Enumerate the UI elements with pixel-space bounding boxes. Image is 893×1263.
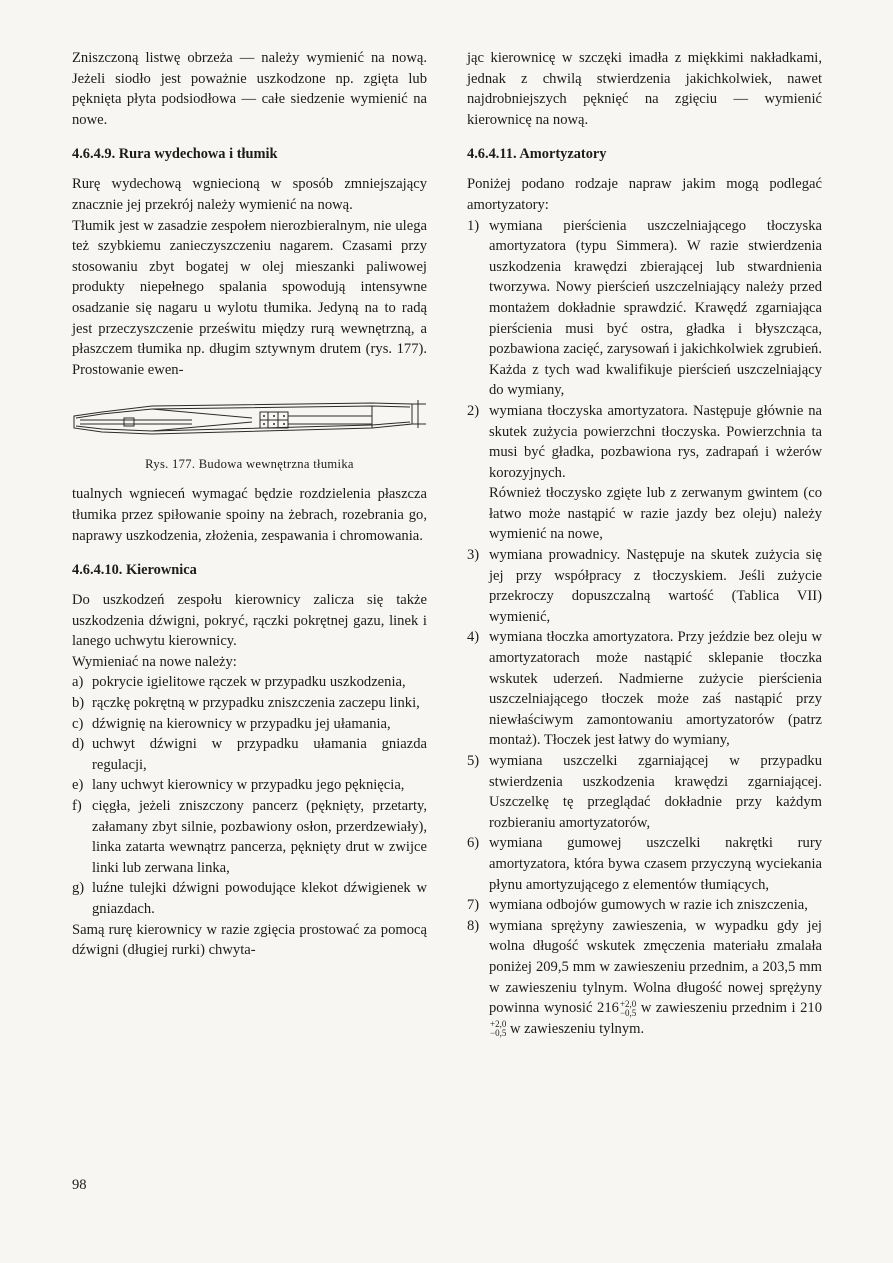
paragraph: Poniżej podano rodzaje napraw jakim mogą podlegać amortyzatory: [467, 176, 822, 213]
list-item: 2) wymiana tłoczyska amortyzatora. Następuje głównie na skutek zużycia powierzchni tłoczyska. Powierzchnia ta musi być gładka, pozbawiona rys, zadrapań i wżerów korozyjnych. [467, 402, 822, 481]
list-item: e) lany uchwyt kierownicy w przypadku jego pęknięcia, [72, 777, 405, 794]
list-item: 6) wymiana gumowej uszczelki nakrętki rury amortyzatora, która bywa czasem przyczyną wyciekania płynu amortyzującego z elementów tłumiących, [467, 835, 822, 893]
left-column [72, 48, 427, 961]
list-item: 7) wymiana odbojów gumowych w razie ich zniszczenia, [467, 897, 808, 914]
right-column [467, 48, 822, 1039]
section-heading-shock-absorbers: 4.6.4.11. Amortyzatory [467, 146, 607, 163]
paragraph: Zniszczoną listwę obrzeża — należy wymienić na nową. Jeżeli siodło jest poważnie uszkodzone np. zgięta lub pęknięta płyta podsiodłowa — całe siedzenie wymienić na nowe. [72, 50, 427, 128]
list-item: 1) wymiana pierścienia uszczelniającego tłoczyska amortyzatora (typu Simmera). W razie stwierdzenia uszkodzenia krawędzi zbierającej lub stwardnienia tworzywa. Nowy pierścień uszczelniający należy przed montażem dokładnie sprawdzić. Krawędź zgarniająca pierścienia musi być ostra, gładka i błyszcząca, pozbawiona zacięć, zarysowań i jakichkolwiek zgrubień. Każda z tych wad kwalifikuje pierścień uszczelniający do wymiany, [467, 217, 822, 399]
tolerance-rear: +2,0 −0,5 [490, 1019, 507, 1039]
list-item: g) luźne tulejki dźwigni powodujące klekot dźwigienek w gniazdach. [72, 880, 427, 917]
paragraph: Wymieniać na nowe należy: [72, 653, 237, 670]
paragraph: Tłumik jest w zasadzie zespołem nierozbieralnym, nie ulega też szybkiemu zanieczyszczeniu nagarem. Czasami przy stosowaniu zbyt bogatej w olej mieszanki paliwowej produkty niepełnego spalania spowodują intensywne osadzanie się nagaru u wylotu tłumika. Jedyną na to radą jest przeczyszczenie prześwitu między rurą wewnętrzną, a płaszczem tłumika np. długim sztywnym drutem (rys. 177). Prostowanie ewen- [72, 217, 427, 378]
figure-muffler [72, 394, 427, 472]
shock-absorber-repairs-list [467, 216, 822, 1040]
list-item: d) uchwyt dźwigni w przypadku ułamania gniazda regulacji, [72, 736, 427, 773]
list-item: Również tłoczysko zgięte lub z zerwanym gwintem (co łatwo może nastąpić w razie jazdy bez oleju) należy wymienić na nowe, [489, 485, 822, 543]
list-item: b) rączkę pokrętną w przypadku zniszczenia zaczepu linki, [72, 695, 420, 712]
spring-length-front: 216 [597, 1000, 619, 1017]
list-item: f) cięgła, jeżeli zniszczony pancerz (pęknięty, przetarty, załamany zbyt silnie, pozbawiony osłon, przerdzewiały), linka zatarta wewnątrz pancerza, pęknięty drut w zwijce linki lub zerwana linka, [72, 798, 427, 876]
paragraph: jąc kierownicę w szczęki imadła z miękkimi nakładkami, jednak z chwilą stwierdzenia jakichkolwiek, nawet najdrobniejszych pęknięć na zgięciu — wymienić kierownicę na nową. [467, 50, 822, 128]
list-item: c) dźwignię na kierownicy w przypadku jej ułamania, [72, 715, 391, 732]
page-number: 98 [72, 1177, 87, 1193]
tolerance-front: +2,0 −0,5 [619, 998, 637, 1018]
list-item: 8) wymiana sprężyny zawieszenia, w wypadku gdy jej wolna długość wskutek zmęczenia materiału zmalała poniżej 209,5 mm w zawieszeniu przednim, a 203,5 mm w zawieszeniu tylnym. Wolna długość nowej sprężyny powinna wynosić 216+2,0 −0,5 w zawieszeniu przednim i 210+2,0 −0,5 w zawieszeniu tylnym. [467, 917, 822, 1039]
list-item: a) pokrycie igielitowe rączek w przypadku uszkodzenia, [72, 674, 406, 691]
muffler-drawing [72, 394, 427, 450]
section-heading-handlebar: 4.6.4.10. Kierownica [72, 562, 197, 579]
spring-length-rear: 210 [800, 1000, 822, 1017]
paragraph: Samą rurę kierownicy w razie zgięcia prostować za pomocą dźwigni (długiej rurki) chwyta- [72, 921, 427, 959]
figure-caption: Rys. 177. Budowa wewnętrzna tłumika [145, 457, 354, 472]
list-item: 4) wymiana tłoczka amortyzatora. Przy jeździe bez oleju w amortyzatorach może nastąpić sklepanie tłoczka wskutek uderzeń. Nadmierne zużycie pierścienia uszczelniającego tłoczek może zaś nastąpić przy niewłaściwym zamontowaniu amortyzatorów (patrz montaż). Tłoczek jest łatwy do wymiany, [467, 629, 822, 749]
section-heading-exhaust: 4.6.4.9. Rura wydechowa i tłumik [72, 146, 278, 163]
paragraph: tualnych wgnieceń wymagać będzie rozdzielenia płaszcza tłumika przez spiłowanie spoiny na żebrach, rozebrania go, naprawy uszkodzenia, złożenia, zespawania i chromowania. [72, 486, 427, 544]
paragraph: Rurę wydechową wgniecioną w sposób zmniejszający znacznie jej przekrój należy wymienić na nową. [72, 176, 427, 213]
list-item: 3) wymiana prowadnicy. Następuje na skutek zużycia się jej przy współpracy z tłoczyskiem. Jeśli zużycie przekroczy dopuszczalną wartość (Tablica VII) wymienić, [467, 547, 822, 625]
handlebar-parts-list [72, 672, 427, 919]
list-item: 5) wymiana uszczelki zgarniającej w przypadku stwierdzenia uszkodzenia krawędzi zgarniającej. Uszczelkę tę przeglądać dokładnie przy każdym rozbieraniu amortyzatorów, [467, 753, 822, 831]
paragraph: Do uszkodzeń zespołu kierownicy zalicza się także uszkodzenia dźwigni, pokryć, rączki pokrętnej gazu, linek i lanego uchwytu kierownicy. [72, 592, 427, 650]
